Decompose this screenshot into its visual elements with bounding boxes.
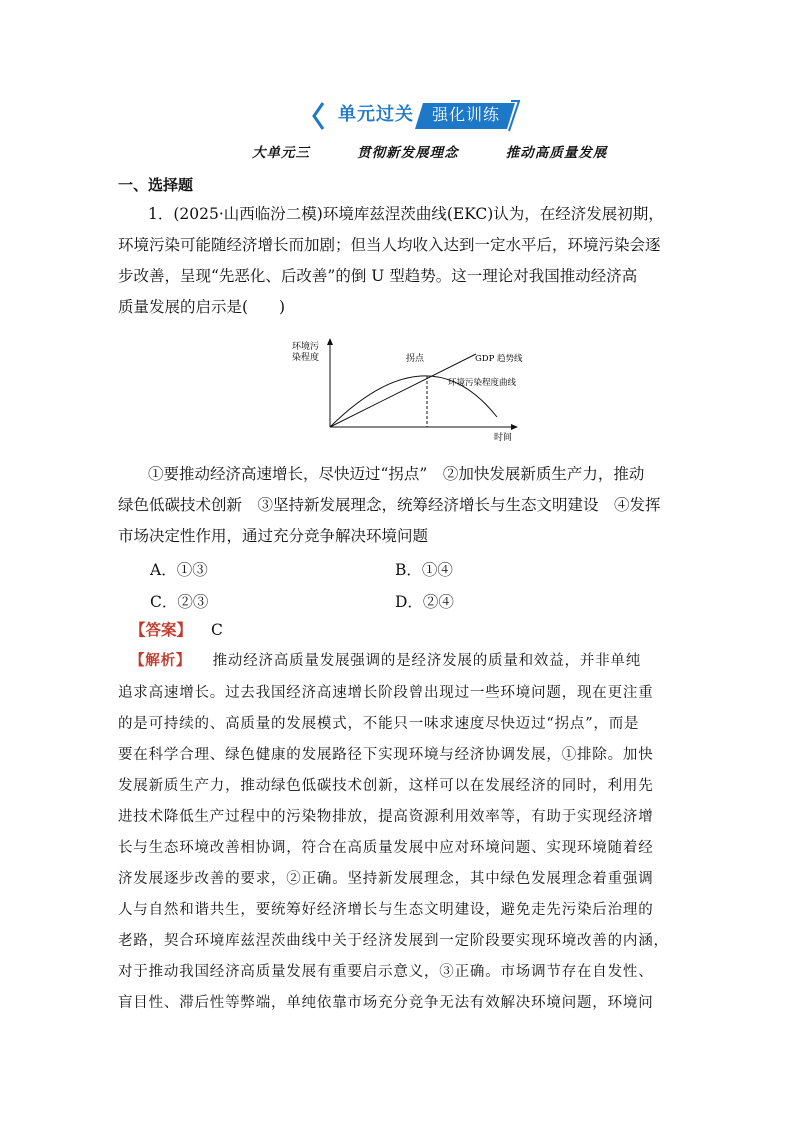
analysis-line: 发展新质生产力，推动绿色低碳技术创新，这样可以在发展经济的同时，利用先 <box>118 778 654 794</box>
analysis-tag: 【解析】 <box>130 652 192 669</box>
banner-left-label: 单元过关 <box>338 104 414 125</box>
option-c[interactable]: C．②③ <box>150 593 209 611</box>
option-b[interactable]: B．①④ <box>395 561 453 579</box>
analysis-line: 追求高速增长。过去我国经济高速增长阶段曾出现过一些环境问题，现在更注重 <box>118 685 654 701</box>
turning-point-label: 拐点 <box>406 354 425 364</box>
answer-row <box>130 620 690 640</box>
analysis-line: 老路，契合环境库兹涅茨曲线中关于经济发展到一定阶段要实现环境改善的内涵， <box>118 933 669 949</box>
question-line: 1．(2025·山西临汾二模)环境库兹涅茨曲线(EKC)认为，在经济发展初期， <box>148 205 664 223</box>
question-line: 环境污染可能随经济增长而加剧；但当人均收入达到一定水平后，环境污染会逐 <box>118 236 661 254</box>
gdp-trend-line <box>330 354 476 427</box>
analysis-line: 进技术降低生产过程中的污染物排放，提高资源利用效率等，有助于实现经济增 <box>118 809 654 825</box>
y-axis-label-line2: 染程度 <box>292 353 320 363</box>
statement-line: ①要推动经济高速增长，尽快迈过“拐点” ②加快发展新质生产力，推动 <box>148 465 645 483</box>
ekc-chart <box>282 328 542 448</box>
statement-line: 绿色低碳技术创新 ③坚持新发展理念，统筹经济增长与生态文明建设 ④发挥 <box>118 496 661 514</box>
section-heading: 一、选择题 <box>118 176 194 194</box>
page-subtitle: 大单元三 贯彻新发展理念 推动高质量发展 <box>252 145 608 161</box>
analysis-line: 济发展逐步改善的要求，②正确。坚持新发展理念，其中绿色发展理念着重强调 <box>118 871 654 887</box>
analysis-line: 长与生态环境改善相协调，符合在高质量发展中应对环境问题、实现环境随着经 <box>118 840 654 856</box>
x-axis-label: 时间 <box>494 433 513 443</box>
unit-banner <box>311 99 521 133</box>
analysis-line: 的是可持续的、高质量的发展模式，不能只一味求速度尽快迈过“拐点”，而是 <box>118 716 640 732</box>
analysis-line: 人与自然和谐共生，要统筹好经济增长与生态文明建设，避免走先污染后治理的 <box>118 902 654 918</box>
series-label-gdp: GDP 趋势线 <box>475 354 523 364</box>
y-axis-label-line1: 环境污 <box>292 342 320 352</box>
banner-right-label: 强化训练 <box>431 105 500 124</box>
option-a[interactable]: A．①③ <box>150 561 208 579</box>
series-label-pollution: 环境污染程度曲线 <box>448 378 517 388</box>
answer-value: C <box>210 621 223 639</box>
answer-tag: 【答案】 <box>130 620 193 639</box>
analysis-first-line <box>130 651 690 671</box>
statement-line: 市场决定性作用，通过充分竞争解决环境问题 <box>118 527 429 545</box>
y-axis-arrow <box>327 338 333 345</box>
x-axis-arrow <box>511 424 518 430</box>
option-d[interactable]: D．②④ <box>395 593 454 611</box>
question-line: 步改善，呈现“先恶化、后改善”的倒 U 型趋势。这一理论对我国推动经济高 <box>118 267 638 285</box>
question-line: 质量发展的启示是( ) <box>118 298 286 316</box>
analysis-text: 推动经济高质量发展强调的是经济发展的质量和效益，并非单纯 <box>212 653 642 669</box>
analysis-line: 对于推动我国经济高质量发展有重要启示意义，③正确。市场调节存在自发性、 <box>118 964 654 980</box>
analysis-line: 盲目性、滞后性等弊端，单纯依靠市场充分竞争无法有效解决环境问题，环境问 <box>118 995 654 1011</box>
analysis-line: 要在科学合理、绿色健康的发展路径下实现环境与经济协调发展，①排除。加快 <box>118 747 654 763</box>
